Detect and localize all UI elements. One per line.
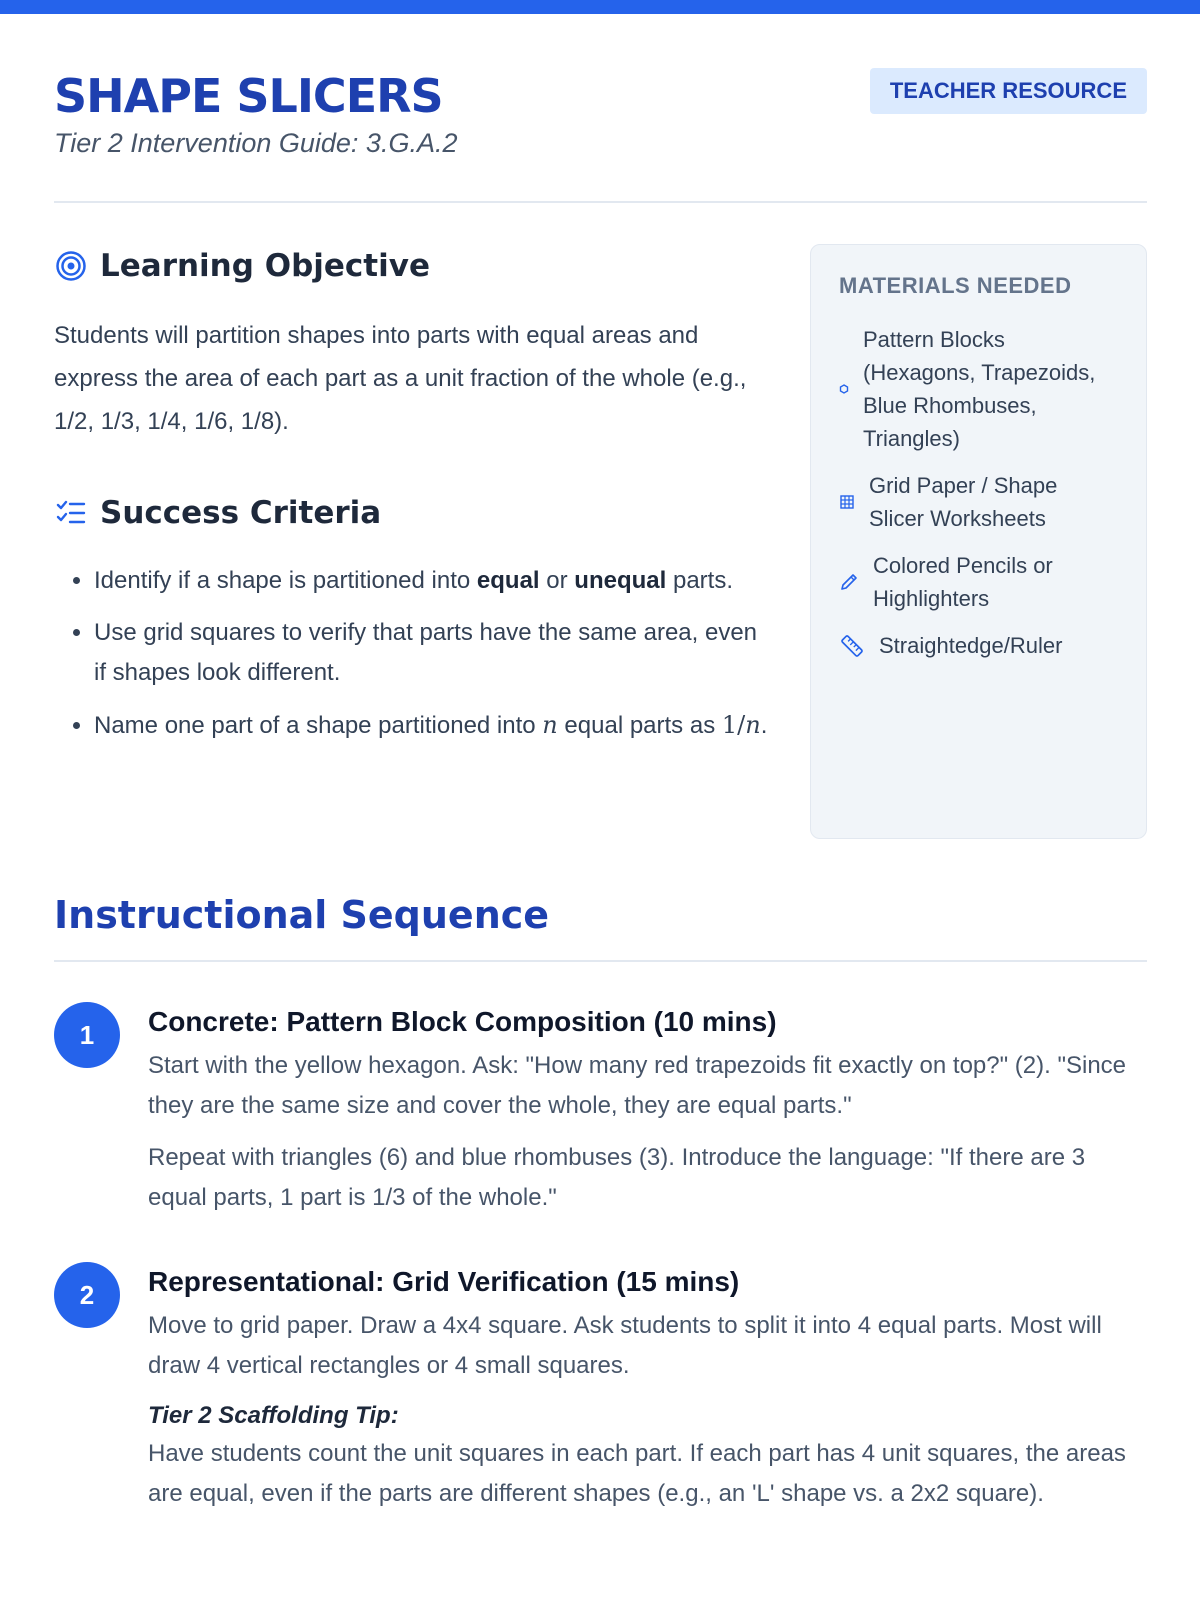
page-subtitle: Tier 2 Intervention Guide: 3.G.A.2 (54, 128, 458, 158)
objective-text: Students will partition shapes into parts with equal areas and express the area of each part as a unit fraction of the whole (e.g., 1/2, 1/3, 1/4, 1/6, 1/8). (54, 322, 747, 435)
criteria-bold: unequal (574, 567, 667, 594)
materials-item (839, 469, 1118, 535)
criteria-text: parts. (666, 567, 733, 594)
materials-label: Pattern Blocks (Hexagons, Trapezoids, Blue Rhombuses, Triangles) (863, 327, 1096, 451)
materials-item (839, 549, 1118, 615)
step-title: Representational: Grid Verification (15 mins) (148, 1266, 740, 1297)
success-criteria-heading (54, 491, 774, 535)
step-number-badge: 1 (54, 1002, 120, 1068)
criteria-bold: equal (476, 567, 540, 594)
objective-column (54, 244, 774, 758)
step-body (148, 1002, 1148, 1218)
list-item: • Use grid squares to verify that parts have the same area, even if shapes look different. (94, 613, 774, 693)
criteria-text: or (539, 567, 575, 594)
teacher-resource-badge: TEACHER RESOURCE (870, 68, 1147, 114)
list-item (94, 705, 774, 746)
step-paragraph: Move to grid paper. Draw a 4x4 square. Ask students to split it into 4 equal parts. Most will draw 4 vertical rectangles or 4 small squares. (148, 1312, 1102, 1379)
list-item (94, 561, 774, 601)
criteria-text: Name one part of a shape partitioned into (94, 712, 543, 739)
step-paragraph: Repeat with triangles (6) and blue rhombuses (3). Introduce the language: "If there are 3 equal parts, 1 part is 1/3 of the whole." (148, 1144, 1086, 1211)
materials-heading: MATERIALS NEEDED (839, 273, 1072, 298)
sequence-divider (54, 960, 1147, 962)
shapes-icon (839, 384, 849, 394)
step-paragraph: Start with the yellow hexagon. Ask: "How many red trapezoids fit exactly on top?" (2). "Since they are the same size and cover the whole, they are equal parts." (148, 1052, 1127, 1119)
step-body (148, 1262, 1148, 1514)
materials-label: Straightedge/Ruler (879, 633, 1063, 658)
criteria-text: . (760, 712, 768, 739)
ruler-icon (839, 633, 865, 659)
top-accent-bar (0, 0, 1200, 14)
page-header (54, 70, 1147, 159)
criteria-text: Identify if a shape is partitioned into (94, 567, 477, 594)
learning-objective-title: Learning Objective (100, 248, 430, 284)
page-title: SHAPE SLICERS (54, 69, 443, 123)
materials-panel (810, 244, 1147, 839)
checklist-icon (54, 496, 88, 530)
instructional-sequence-title: Instructional Sequence (54, 893, 550, 937)
materials-label: Grid Paper / Shape Slicer Worksheets (869, 473, 1058, 531)
math-variable: n (542, 711, 558, 739)
materials-item (839, 323, 1118, 455)
header-divider (54, 201, 1147, 203)
grid-icon (839, 494, 855, 510)
target-icon (54, 249, 88, 283)
step-number-badge: 2 (54, 1262, 120, 1328)
materials-label: Colored Pencils or Highlighters (873, 553, 1053, 611)
step-title: Concrete: Pattern Block Composition (10 mins) (148, 1006, 777, 1037)
pencil-icon (839, 572, 859, 592)
learning-objective-heading (54, 244, 774, 288)
success-criteria-title: Success Criteria (100, 495, 382, 531)
math-variable: n (745, 711, 761, 739)
materials-item (839, 629, 1118, 662)
scaffolding-tip-label: Tier 2 Scaffolding Tip: (148, 1402, 399, 1429)
scaffolding-tip-text: Have students count the unit squares in each part. If each part has 4 unit squares, the areas are equal, even if the parts are different shapes (e.g., an 'L' shape vs. a 2x2 square). (148, 1440, 1126, 1507)
success-criteria-list (54, 561, 774, 746)
criteria-text: equal parts as (557, 712, 722, 739)
math-fraction: 1/ (721, 711, 746, 739)
